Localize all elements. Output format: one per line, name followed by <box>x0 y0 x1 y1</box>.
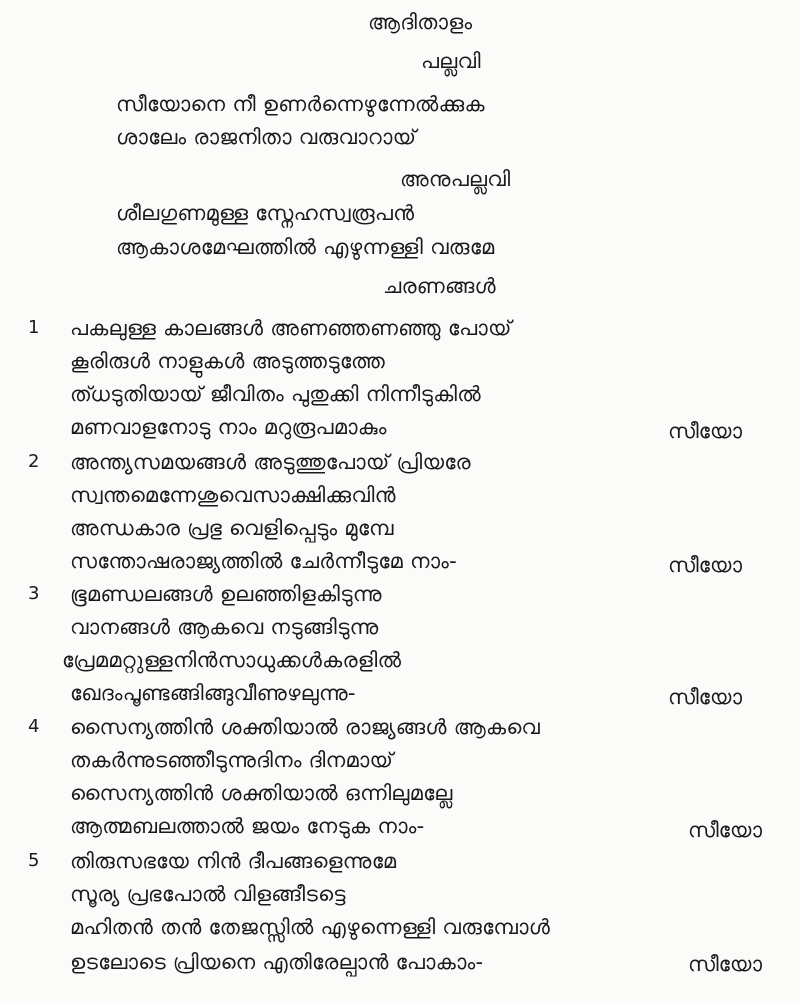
anupallavi-heading: അനുപല്ലവി <box>400 167 511 191</box>
verse-line: ത്ധടുതിയായ് ജീവിതം പുതുക്കി നിന്നീടുകിൽ <box>70 382 481 406</box>
verse-number: 2 <box>28 451 40 472</box>
verse-line: മണവാളനോടു നാം മറുരൂപമാകും <box>70 415 387 439</box>
verse-number: 4 <box>28 716 40 737</box>
refrain-label: സീയോ <box>688 952 762 976</box>
refrain-label: സീയോ <box>668 685 742 709</box>
refrain-label: സീയോ <box>668 553 742 577</box>
verse-line: വാനങ്ങൾ ആകവെ നടുങ്ങിടുന്നു <box>70 615 379 639</box>
verse-line: ഭൂമണ്ഡലങ്ങൾ ഉലഞ്ഞിളകിടുന്നു <box>70 582 382 606</box>
verse-line: സ്വന്തമെന്നേശുവെസാക്ഷിക്കുവിൻ <box>70 483 396 507</box>
verse-number: 3 <box>28 583 40 604</box>
anupallavi-line: ആകാശമേഘത്തിൽ എഴുന്നള്ളി വരുമേ <box>116 235 495 259</box>
verse-line: അന്ധകാര പ്രഭു വെളിപ്പെടും മുമ്പേ <box>70 516 394 540</box>
verse-line: സൈന്യത്തിൻ ശക്തിയാൽ ഒന്നിലുമല്ലേ <box>70 781 453 805</box>
refrain-label: സീയോ <box>688 818 762 842</box>
verse-line: പ്രേമമറ്റുള്ളനിൻസാധുക്കൾകരളിൽ <box>62 648 402 672</box>
anupallavi-line: ശീലഗുണമുള്ള സ്നേഹസ്വരൂപൻ <box>116 201 415 225</box>
verse-line: തിരുസഭയേ നിൻ ദീപങ്ങളെന്നുമേ <box>70 849 397 873</box>
refrain-label: സീയോ <box>668 419 742 443</box>
verse-line: കൂരിരുൾ നാളുകൾ അടുത്തടുത്തേ <box>70 349 386 373</box>
verse-line: സൈന്യത്തിൻ ശക്തിയാൽ രാജ്യങ്ങൾ ആകവെ <box>70 715 541 739</box>
verse-line: തകർന്നുടഞ്ഞീടുന്നുദിനം ദിനമായ് <box>70 748 394 772</box>
pallavi-line: ശാലേം രാജനിതാ വരുവാറായ് <box>116 125 417 149</box>
talam-heading: ആദിതാളം <box>368 10 473 34</box>
verse-line: ആത്മബലത്താൽ ജയം നേടുക നാം- <box>70 814 425 838</box>
verse-line: സൂര്യ പ്രഭപോൽ വിളങ്ങീടട്ടെ <box>70 882 346 906</box>
verse-line: ഉടലോടെ പ്രിയനെ എതിരേല്പാൻ പോകാം- <box>70 950 484 974</box>
verse-number: 5 <box>28 850 40 871</box>
verse-line: മഹിതൻ തൻ തേജസ്സിൽ എഴുന്നെള്ളി വരുമ്പോൾ <box>70 915 551 939</box>
verse-number: 1 <box>28 317 40 338</box>
pallavi-line: സീയോനെ നീ ഉണർന്നെഴുന്നേൽക്കുക <box>116 92 485 116</box>
verse-line: ഖേദംപൂണ്ടങ്ങിങ്ങുവീണുഴലുന്നു- <box>70 681 356 705</box>
pallavi-heading: പല്ലവി <box>421 49 481 73</box>
charanangal-heading: ചരണങ്ങൾ <box>383 274 496 298</box>
verse-line: അന്ത്യസമയങ്ങൾ അടുത്തുപോയ് പ്രിയരേ <box>70 450 471 474</box>
verse-line: സന്തോഷരാജ്യത്തിൽ ചേർന്നീടുമേ നാം- <box>70 549 458 573</box>
verse-line: പകലുള്ള കാലങ്ങൾ അണഞ്ഞണഞ്ഞു പോയ് <box>70 316 512 340</box>
